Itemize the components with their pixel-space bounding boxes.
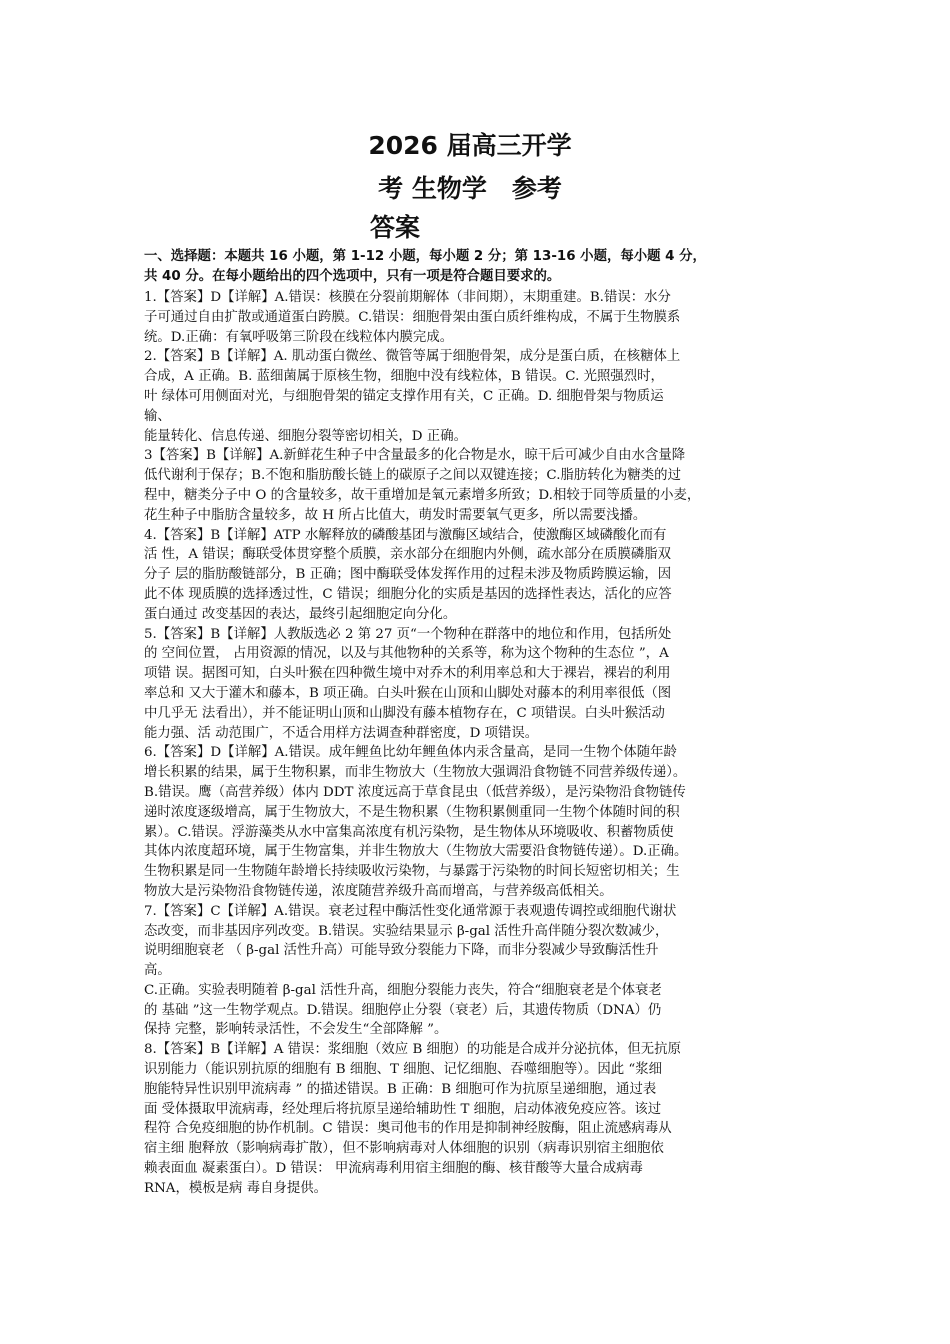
answer-line: 1.【答案】D【详解】A.错误：核膜在分裂前期解体（非间期），末期重建。B.错误：水分 — [144, 290, 671, 305]
answer-line: 8.【答案】B【详解】A 错误：浆细胞（效应 B 细胞）的功能是合成并分泌抗体，但无抗原 — [144, 1042, 681, 1058]
answer-line: C.正确。实验表明随着 β-gal 活性升高，细胞分裂能力丧失，符合“细胞衰老是个体衰老 — [144, 982, 662, 998]
answer-line: 的 基础 ”这一生物学观点。D.错误。细胞停止分裂（衰老）后，其遗传物质（DNA）仍 — [144, 1002, 662, 1018]
answer-line: 态改变，而非基因序列改变。B.错误。实验结果显示 β-gal 活性升高伴随分裂次数减少， — [144, 923, 669, 939]
answer-line: 累）。C.错误。浮游藻类从水中富集高浓度有机污染物，是生物体从环境吸收、积蓄物质使 — [144, 824, 674, 840]
answer-line: 6.【答案】D【详解】A.错误。成年鲤鱼比幼年鲤鱼体内汞含量高，是同一生物个体随年龄 — [144, 745, 677, 761]
answer-line: 能力强、活 动范围广，不适合用样方法调查种群密度，D 项错误。 — [144, 725, 539, 741]
answer-line: 其体内浓度超环境，属于生物富集，并非生物放大（生物放大需要沿食物链传递）。D.正确。 — [144, 844, 688, 860]
answer-line: 3【答案】B【详解】A.新鲜花生种子中含量最多的化合物是水，晾干后可减少自由水含量降 — [144, 448, 686, 464]
section-heading-line: 共 40 分。在每小题给出的四个选项中，只有一项是符合题目要求的。 — [144, 268, 561, 284]
answer-line: 递时浓度逐级增高，属于生物放大，不是生物积累（生物积累侧重同一生物个体随时间的积 — [144, 804, 680, 820]
answer-line: 胞能特异性识别甲流病毒 ” 的描述错误。B 正确：B 细胞可作为抗原呈递细胞，通过表 — [144, 1081, 657, 1097]
answer-line: 生物积累是同一生物随年龄增长持续吸收污染物，与暴露于污染物的时间长短密切相关；生 — [144, 864, 680, 880]
answer-line: 保持 完整，影响转录活性，不会发生“全部降解 ”。 — [144, 1022, 448, 1038]
answer-line: 识别能力（能识别抗原的细胞有 B 细胞、T 细胞、记忆细胞、吞噬细胞等）。因此 “浆细 — [144, 1062, 663, 1078]
answer-line: 子可通过自由扩散或通道蛋白跨膜。C.错误：细胞骨架由蛋白质纤维构成，不属于生物膜系 — [144, 309, 681, 325]
answer-line: 面 受体摄取甲流病毒，经处理后将抗原呈递给辅助性 T 细胞，启动体液免疫应答。该过 — [144, 1101, 662, 1117]
answer-line: 低代谢利于保存；B.不饱和脂肪酸长链上的碳原子之间以双键连接；C.脂肪转化为糖类的过 — [144, 468, 681, 484]
answer-line: 增长积累的结果，属于生物积累，而非生物放大（生物放大强调沿食物链不同营养级传递）。 — [144, 765, 687, 781]
answer-line: B.错误。鹰（高营养级）体内 DDT 浓度远高于草食昆虫（低营养级），是污染物沿食物链传 — [144, 784, 686, 800]
answer-line: 输、 — [144, 408, 171, 424]
answer-line: 叶 绿体可用侧面对光，与细胞骨架的锚定支撑作用有关，C 正确。D. 细胞骨架与物质运 — [144, 388, 664, 404]
answer-line: 中几乎无 法看出），并不能证明山顶和山脚没有藤本植物存在，C 项错误。白头叶猴活动 — [144, 705, 665, 721]
answer-line: 项错 误。据图可知，白头叶猴在四种微生境中对乔木的利用率总和大于裸岩，裸岩的利用 — [144, 666, 671, 682]
answer-line: 宿主细 胞释放（影响病毒扩散），但不影响病毒对人体细胞的识别（病毒识别宿主细胞依 — [144, 1141, 664, 1157]
answer-line: 蛋白通过 改变基因的表达，最终引起细胞定向分化。 — [144, 606, 457, 622]
page-title-line-1: 2026 届高三开学 — [368, 131, 572, 160]
answer-line: 赖表面血 凝素蛋白）。D 错误： 甲流病毒利用宿主细胞的酶、核苷酸等大量合成病毒 — [144, 1161, 643, 1177]
answer-line: 的 空间位置， 占用资源的情况，以及与其他物种的关系等，称为这个物种的生态位 ”，A — [144, 646, 669, 662]
answer-line: 程中，糖类分子中 O 的含量较多，故干重增加是氧元素增多所致；D.相较于同等质量的小麦， — [144, 487, 701, 503]
answer-line: 合成，A 正确。B. 蓝细菌属于原核生物，细胞中没有线粒体，B 错误。C. 光照强烈时， — [144, 369, 664, 385]
page-title-line-3: 答案 — [369, 213, 420, 242]
answer-line: 说明细胞衰老 （ β-gal 活性升高）可能导致分裂能力下降，而非分裂减少导致酶活性升 — [144, 943, 659, 959]
answer-line: 高。 — [144, 963, 171, 979]
page-title-line-2: 考 生物学 参考 — [378, 174, 562, 203]
answer-line: 分子 层的脂肪酸链部分，B 正确；图中酶联受体发挥作用的过程未涉及物质跨膜运输，因 — [144, 567, 672, 583]
section-heading — [144, 247, 816, 286]
answer-line: 5.【答案】B【详解】人教版选必 2 第 27 页“一个物种在群落中的地位和作用，包括所处 — [144, 626, 672, 642]
answer-line: 花生种子中脂肪含量较多，故 H 所占比值大，萌发时需要氧气更多，所以需要浅播。 — [144, 507, 647, 523]
answer-line: RNA，模板是病 毒自身提供。 — [144, 1180, 328, 1196]
answer-line: 活 性，A 错误；酶联受体贯穿整个质膜，亲水部分在细胞内外侧，疏水部分在质膜磷脂双 — [144, 547, 672, 563]
answer-line: 程符 合免疫细胞的协作机制。C 错误：奥司他韦的作用是抑制神经胺酶，阻止流感病毒从 — [144, 1121, 672, 1137]
section-heading-line: 一、选择题：本题共 16 小题，第 1-12 小题，每小题 2 分；第 13-16 小题，每小题 4 分， — [144, 249, 706, 264]
answer-line: 4.【答案】B【详解】ATP 水解释放的磷酸基团与激酶区域结合，使激酶区域磷酸化而有 — [144, 527, 667, 543]
answer-line: 能量转化、信息传递、细胞分裂等密切相关，D 正确。 — [144, 428, 467, 444]
answer-line: 物放大是污染物沿食物链传递，浓度随营养级升高而增高，与营养级高低相关。 — [144, 883, 613, 899]
answer-line: 率总和 又大于灌木和藤本，B 项正确。白头叶猴在山顶和山脚处对藤本的利用率很低（图 — [144, 685, 672, 701]
answer-line: 2.【答案】B【详解】A. 肌动蛋白微丝、微管等属于细胞骨架，成分是蛋白质，在核糖体上 — [144, 349, 681, 365]
answer-line: 统。D.正确：有氧呼吸第三阶段在线粒体内膜完成。 — [144, 329, 454, 345]
answer-body — [144, 288, 816, 1199]
answer-line: 7.【答案】C【详解】A.错误。衰老过程中酶活性变化通常源于表观遗传调控或细胞代谢状 — [144, 903, 677, 919]
answer-line: 此不体 现质膜的选择透过性，C 错误；细胞分化的实质是基因的选择性表达，活化的应答 — [144, 586, 672, 602]
